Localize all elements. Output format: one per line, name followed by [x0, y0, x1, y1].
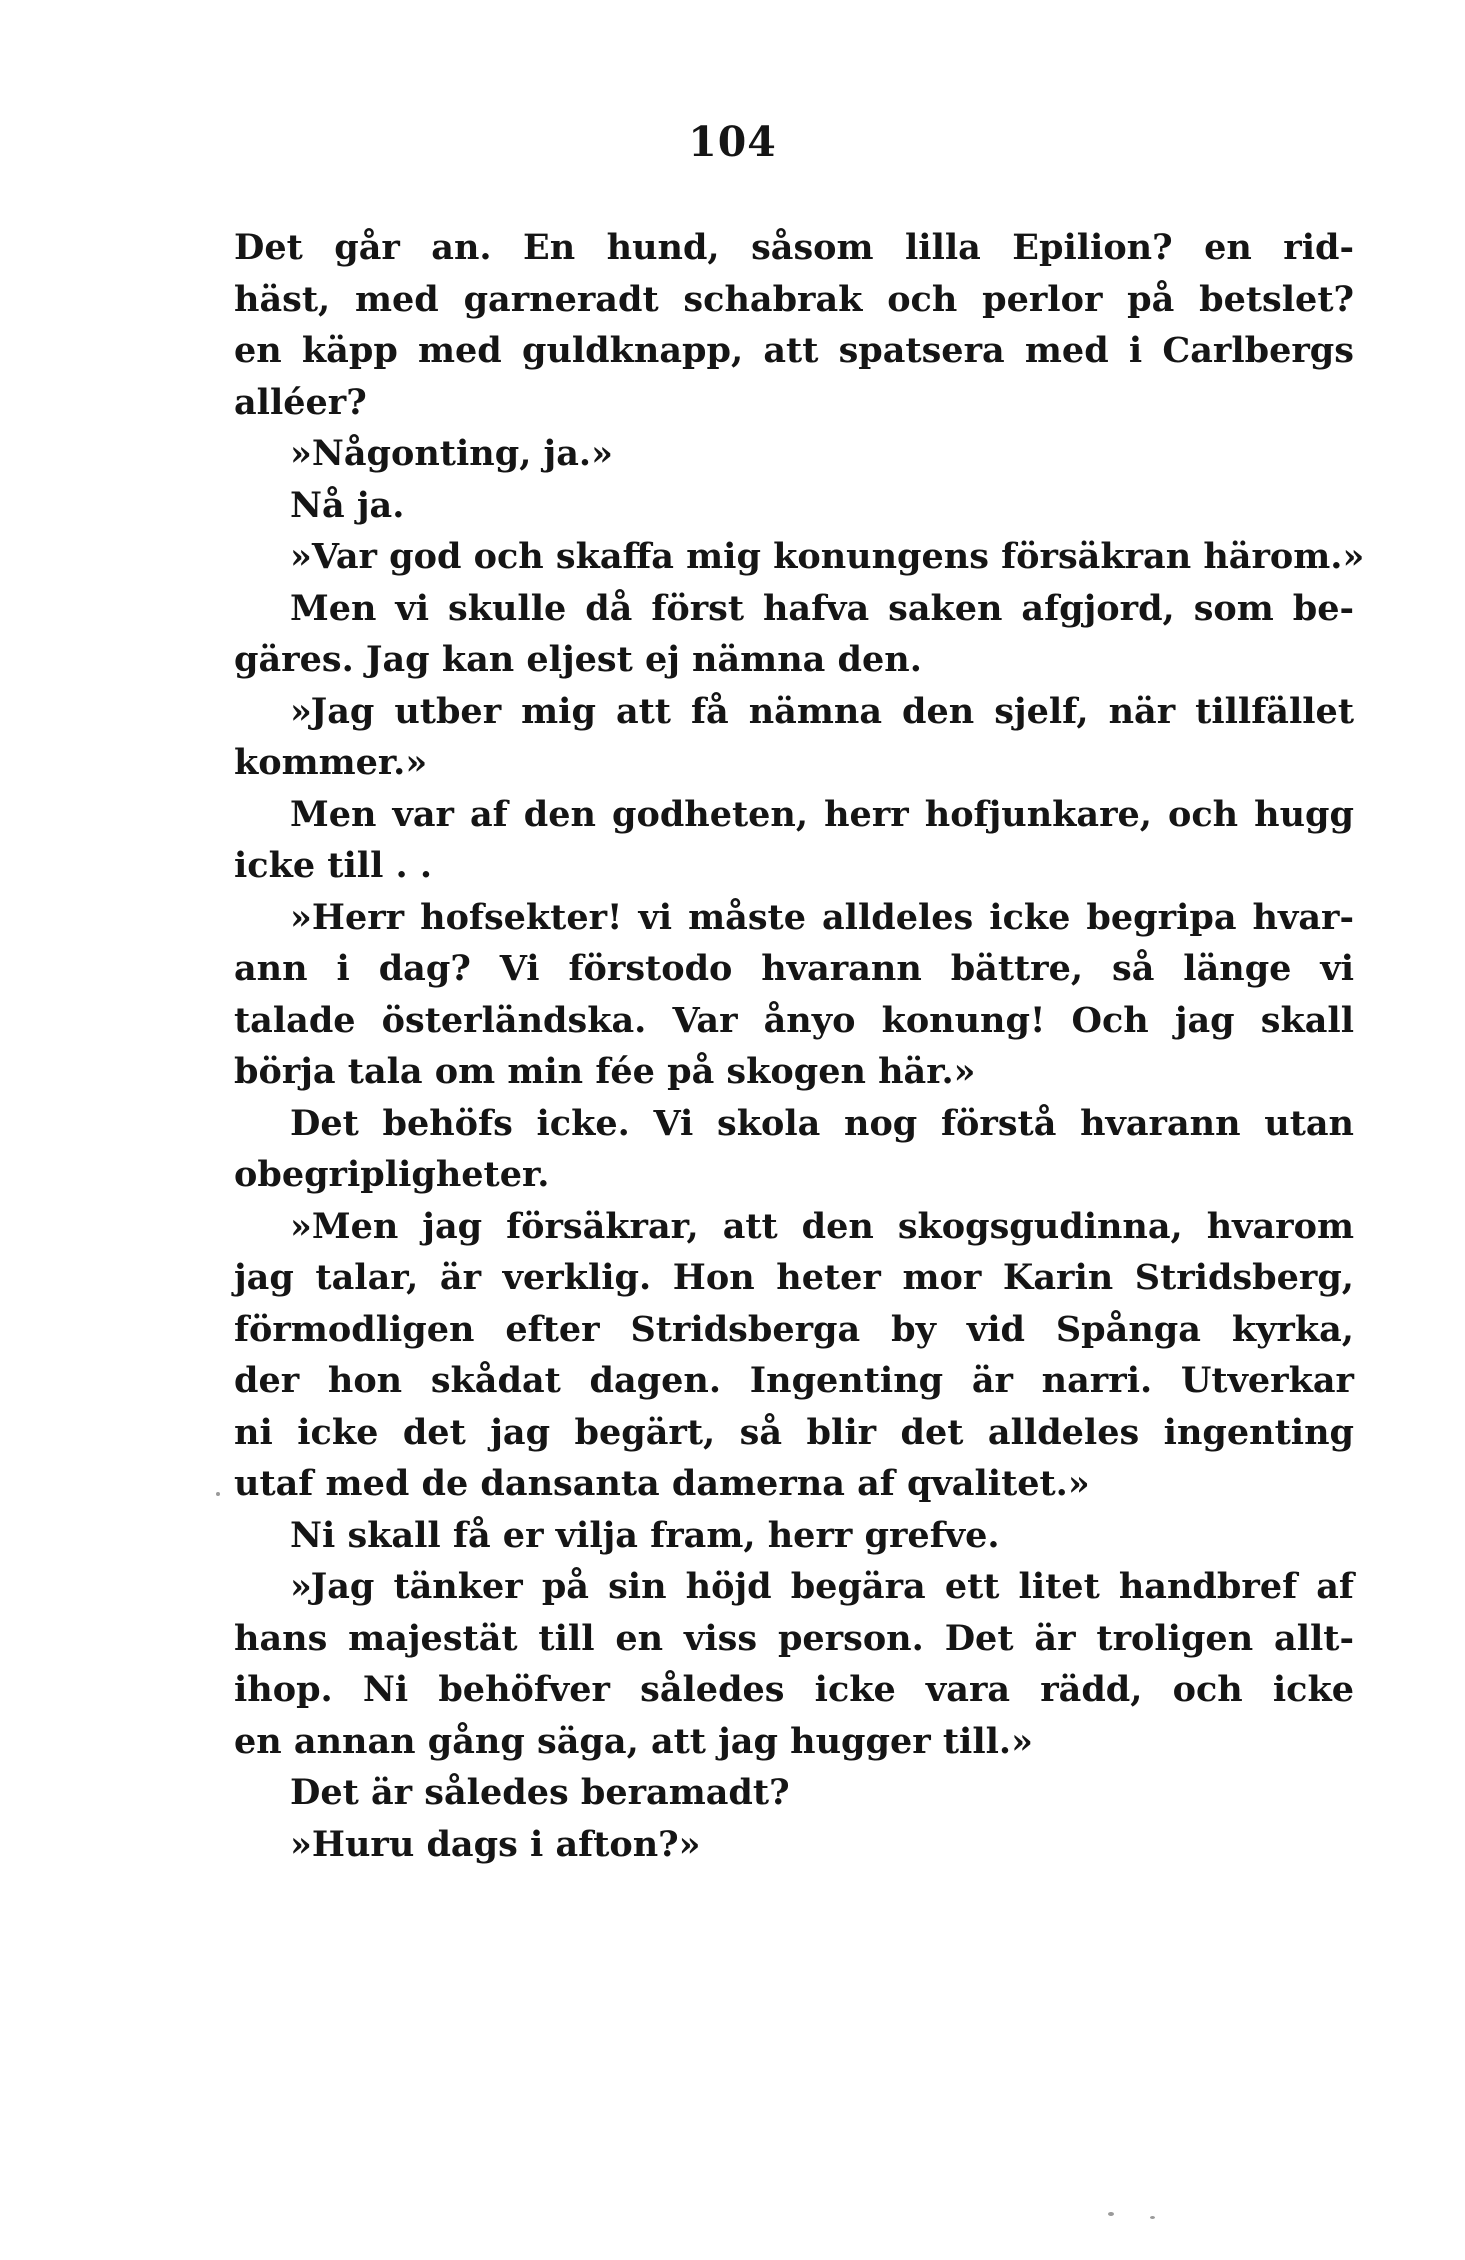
text-line: hans majestät till en viss person. Det är troligen allt-: [234, 1617, 1354, 1659]
text-line: Nå ja.: [290, 484, 405, 526]
text-line: »Någonting, ja.»: [290, 433, 613, 474]
text-line: utaf med de dansanta damerna af qvalitet.»: [234, 1463, 1090, 1504]
text-line: der hon skådat dagen. Ingenting är narri. Utverkar: [234, 1360, 1354, 1401]
text-line: ann i dag? Vi förstodo hvarann bättre, så länge vi: [234, 948, 1354, 989]
text-line: »Huru dags i afton?»: [290, 1823, 701, 1865]
text-line: icke till . .: [234, 845, 433, 886]
body-text: [234, 222, 1365, 1870]
text-line: jag talar, är verklig. Hon heter mor Karin Stridsberg,: [234, 1257, 1354, 1298]
text-line: börja tala om min fée på skogen här.»: [234, 1051, 976, 1092]
text-line: kommer.»: [234, 742, 428, 783]
text-line: ihop. Ni behöfver således icke vara rädd, och icke: [234, 1669, 1354, 1710]
text-line: talade österländska. Var ånyo konung! Och jag skall: [234, 999, 1354, 1041]
text-line: Det är således beramadt?: [290, 1772, 790, 1813]
text-line: häst, med garneradt schabrak och perlor på betslet?: [234, 278, 1354, 320]
text-line: »Herr hofsekter! vi måste alldeles icke begripa hvar-: [290, 896, 1354, 938]
print-speck: [1108, 2212, 1114, 2216]
print-speck: [1150, 2216, 1155, 2219]
text-line: Det behöfs icke. Vi skola nog förstå hvarann utan: [290, 1102, 1354, 1144]
text-line: en käpp med guldknapp, att spatsera med i Carlbergs: [234, 330, 1354, 371]
text-line: Det går an. En hund, såsom lilla Epilion? en rid-: [234, 227, 1354, 268]
text-line: »Jag tänker på sin höjd begära ett litet handbref af: [290, 1566, 1354, 1607]
page-number: 104: [688, 118, 777, 166]
text-line: »Men jag försäkrar, att den skogsgudinna, hvarom: [290, 1205, 1354, 1247]
text-line: alléer?: [234, 381, 367, 423]
text-line: förmodligen efter Stridsberga by vid Spånga kyrka,: [234, 1308, 1354, 1350]
text-line: Ni skall få er vilja fram, herr grefve.: [290, 1514, 1000, 1556]
text-line: gäres. Jag kan eljest ej nämna den.: [234, 639, 922, 680]
text-line: Men vi skulle då först hafva saken afgjord, som be-: [290, 587, 1354, 629]
text-line: obegripligheter.: [234, 1154, 550, 1195]
text-line: en annan gång säga, att jag hugger till.»: [234, 1720, 1033, 1762]
text-line: »Jag utber mig att få nämna den sjelf, när tillfället: [290, 690, 1354, 732]
text-line: »Var god och skaffa mig konungens försäkran härom.»: [290, 536, 1365, 577]
text-line: ni icke det jag begärt, så blir det alldeles ingenting: [234, 1411, 1354, 1453]
text-line: Men var af den godheten, herr hofjunkare, och hugg: [290, 793, 1354, 835]
print-speck: [216, 1492, 220, 1496]
